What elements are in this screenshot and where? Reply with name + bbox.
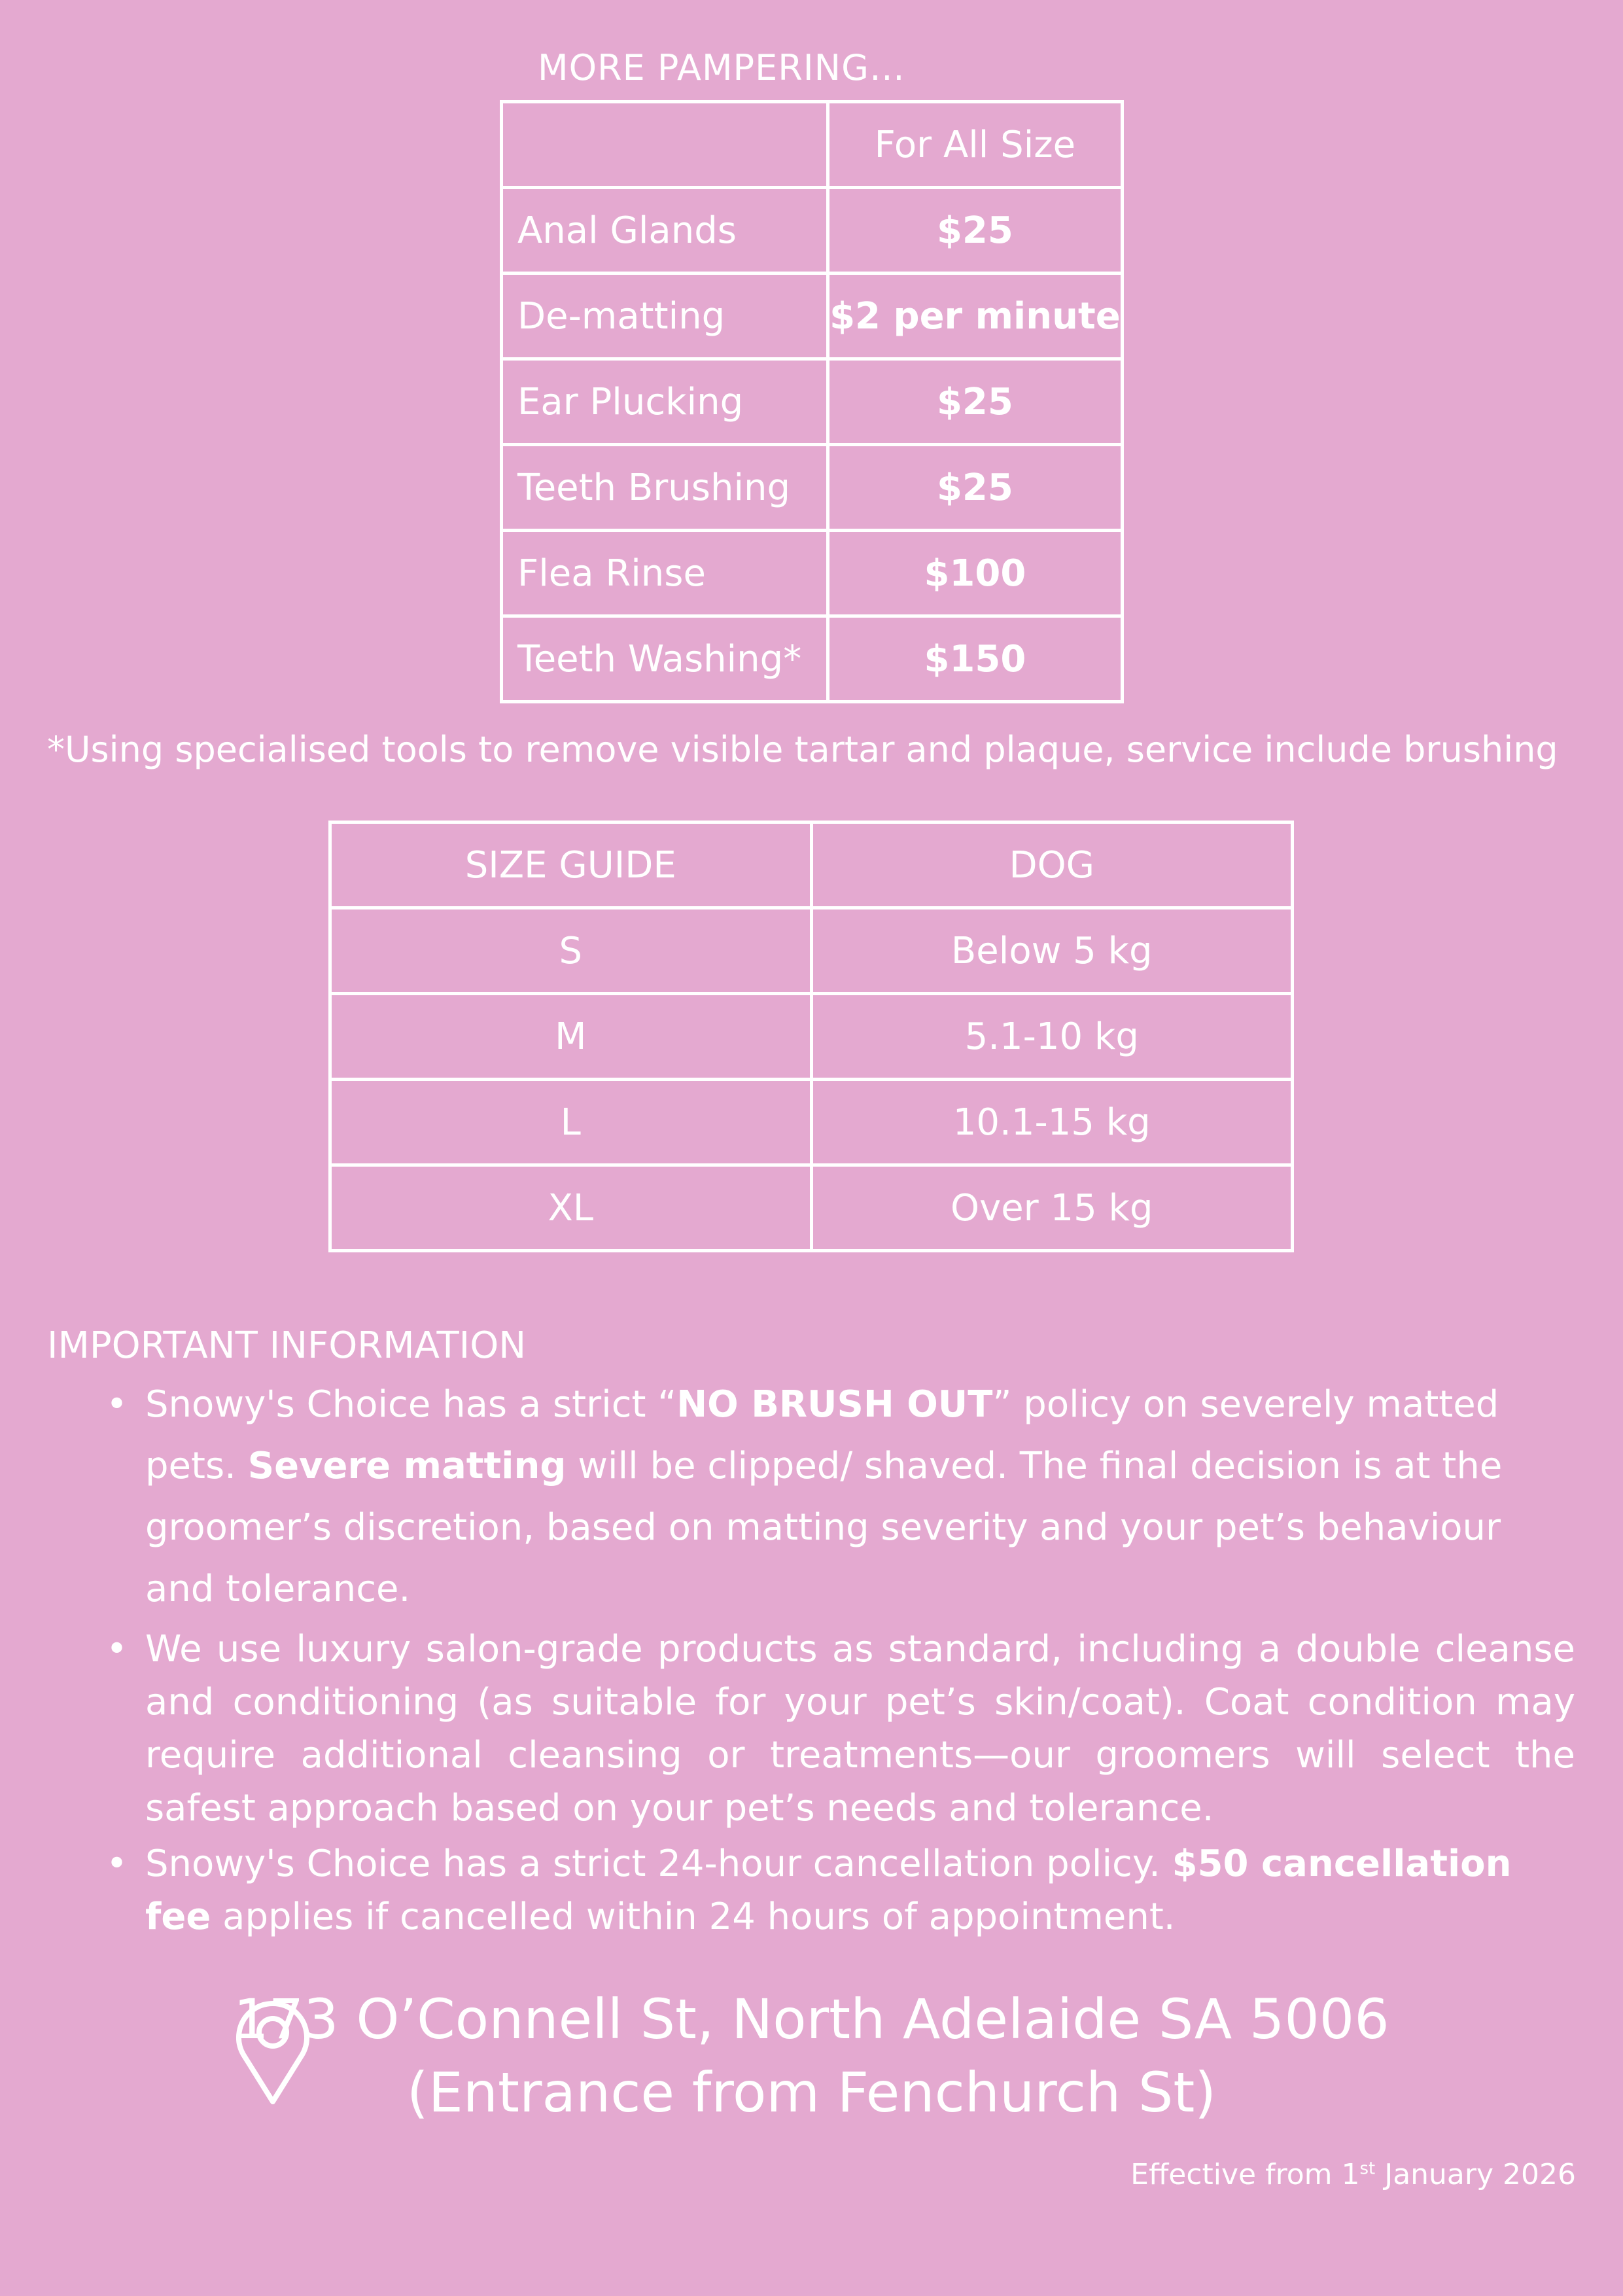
- important-information-list: [106, 1374, 1575, 1943]
- table-row: [502, 359, 1123, 445]
- effective-prefix: Effective from 1: [1130, 2158, 1360, 2191]
- size-weight: Below 5 kg: [811, 908, 1293, 994]
- severe-matting-emphasis: Severe matting: [247, 1445, 567, 1487]
- bullet-text: We use luxury salon-grade products as standard, including a double cleanse and conditioning (as suitable for your pet’s skin/coat). Coat condition may require additional cleansing or treatments—our groomers will select the safest approach based on your pet’s needs and tolerance.: [145, 1628, 1575, 1829]
- header-for-all-size: For All Size: [828, 102, 1122, 188]
- size-label: S: [330, 908, 812, 994]
- cancellation-fee-emphasis: $50 cancellation fee: [145, 1843, 1512, 1938]
- service-price: $150: [828, 616, 1122, 702]
- service-name: De-matting: [502, 274, 828, 359]
- size-weight: 10.1-15 kg: [811, 1080, 1293, 1165]
- list-item: [106, 1837, 1575, 1943]
- pampering-price-table: [500, 100, 1124, 703]
- table-row: [330, 908, 1293, 994]
- service-price: $2 per minute: [828, 274, 1122, 359]
- size-label: M: [330, 994, 812, 1080]
- service-price: $25: [828, 359, 1122, 445]
- service-name: Teeth Washing*: [502, 616, 828, 702]
- size-weight: 5.1-10 kg: [811, 994, 1293, 1080]
- table-row: [502, 188, 1123, 274]
- bullet-icon: •: [106, 1628, 128, 1670]
- effective-date: [1130, 2158, 1576, 2191]
- table-row: [330, 1080, 1293, 1165]
- address-block: [0, 1983, 1623, 2129]
- address-line-1: 173 O’Connell St, North Adelaide SA 5006: [234, 1987, 1389, 2051]
- bullet-text: Snowy's Choice has a strict “: [145, 1383, 677, 1426]
- service-name: Anal Glands: [502, 188, 828, 274]
- service-price: $25: [828, 188, 1122, 274]
- size-guide-table: [328, 821, 1294, 1252]
- table-row: [330, 1165, 1293, 1251]
- pampering-title: MORE PAMPERING…: [538, 47, 905, 88]
- table-row: [502, 616, 1123, 702]
- important-information-title: IMPORTANT INFORMATION: [47, 1324, 527, 1367]
- bullet-icon: •: [106, 1843, 128, 1885]
- list-item: [106, 1374, 1575, 1620]
- table-header-row: [502, 102, 1123, 188]
- size-weight: Over 15 kg: [811, 1165, 1293, 1251]
- table-row: [502, 531, 1123, 616]
- bullet-text: ” policy on severely matted pets.: [145, 1383, 1499, 1487]
- tartar-footnote: *Using specialised tools to remove visible tartar and plaque, service include brushing: [47, 729, 1558, 770]
- size-label: XL: [330, 1165, 812, 1251]
- header-empty-cell: [502, 102, 828, 188]
- list-item: [106, 1623, 1575, 1835]
- header-dog: DOG: [811, 822, 1293, 908]
- table-row: [502, 274, 1123, 359]
- table-row: [502, 445, 1123, 531]
- effective-ordinal: st: [1359, 2159, 1376, 2179]
- bullet-icon: •: [106, 1383, 128, 1426]
- service-name: Flea Rinse: [502, 531, 828, 616]
- service-price: $25: [828, 445, 1122, 531]
- no-brush-out-emphasis: NO BRUSH OUT: [676, 1383, 993, 1426]
- header-size-guide: SIZE GUIDE: [330, 822, 812, 908]
- service-price: $100: [828, 531, 1122, 616]
- bullet-text: Snowy's Choice has a strict 24-hour cancellation policy.: [145, 1843, 1172, 1885]
- address-line-2: (Entrance from Fenchurch St): [406, 2060, 1217, 2125]
- table-header-row: [330, 822, 1293, 908]
- service-name: Teeth Brushing: [502, 445, 828, 531]
- table-row: [330, 994, 1293, 1080]
- service-name: Ear Plucking: [502, 359, 828, 445]
- size-label: L: [330, 1080, 812, 1165]
- effective-suffix: January 2026: [1375, 2158, 1576, 2191]
- bullet-text: will be clipped/ shaved. The final decision is at the groomer’s discretion, based on matting severity and your pet’s behaviour and tolerance.: [145, 1445, 1503, 1610]
- bullet-text: applies if cancelled within 24 hours of appointment.: [211, 1896, 1176, 1938]
